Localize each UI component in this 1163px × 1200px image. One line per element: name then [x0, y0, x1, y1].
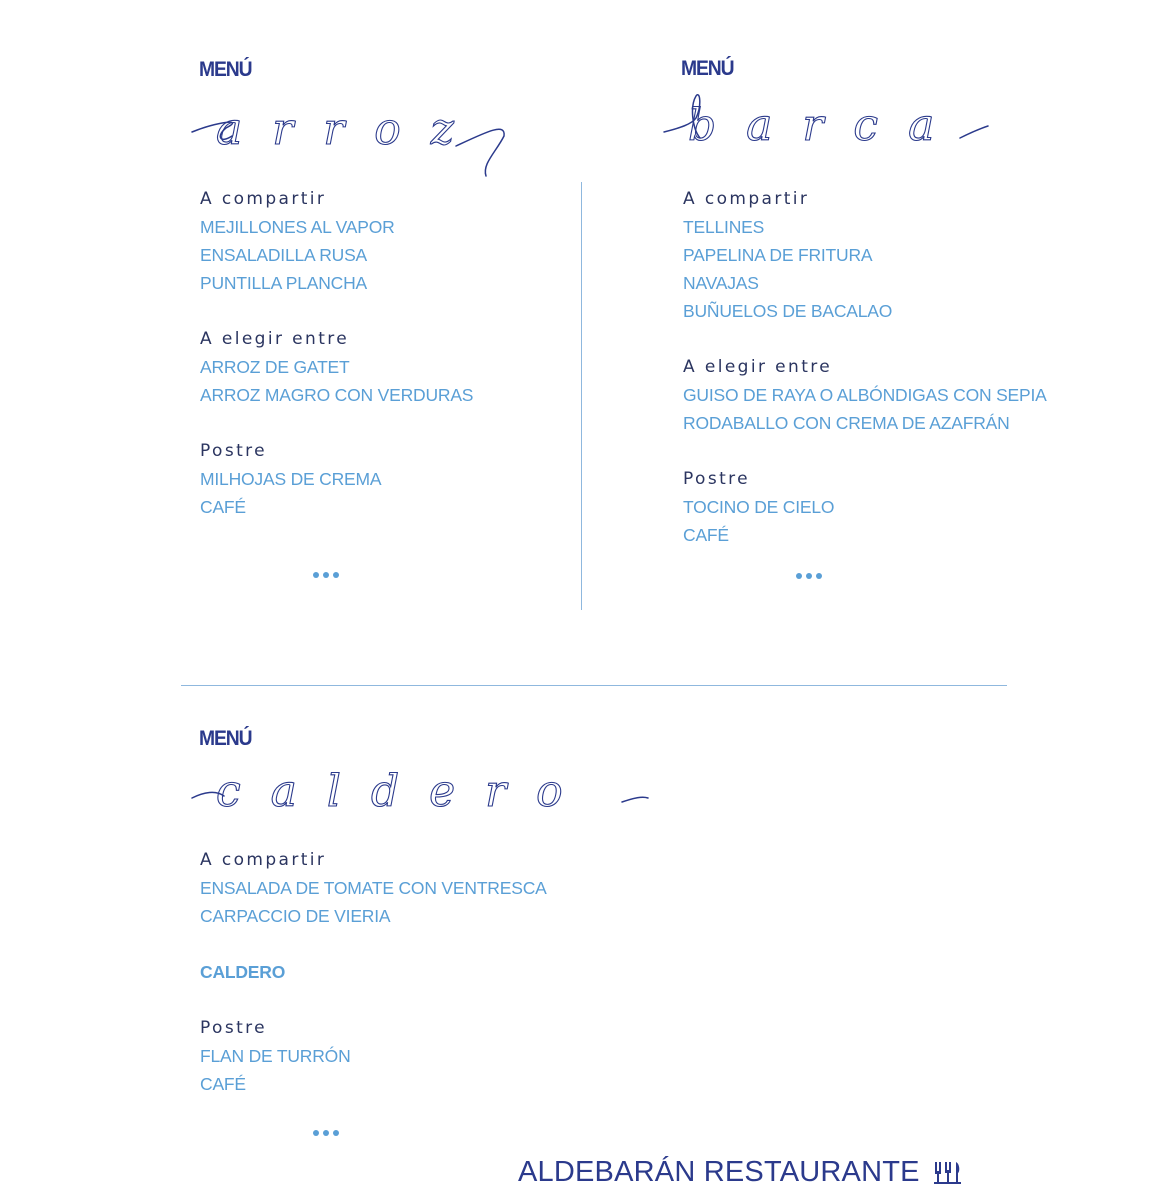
menu-item: CAFÉ	[200, 497, 246, 517]
menu-item: TELLINES	[683, 217, 765, 237]
menu-content	[683, 185, 1047, 549]
menu-item: ARROZ DE GATET	[200, 357, 350, 377]
menu-item: ARROZ MAGRO CON VERDURAS	[200, 385, 474, 405]
ellipsis-icon	[313, 1130, 339, 1136]
menu-item: GUISO DE RAYA O ALBÓNDIGAS CON SEPIA	[683, 385, 1047, 405]
menu-label: MENÚ	[681, 57, 734, 80]
menu-item: PAPELINA DE FRITURA	[683, 245, 873, 265]
horizontal-divider	[181, 685, 1007, 686]
menu-item: TOCINO DE CIELO	[683, 497, 835, 517]
section-title: Postre	[200, 1018, 268, 1038]
ellipsis-icon	[796, 573, 822, 579]
section-title: A elegir entre	[200, 329, 350, 349]
section-title: A compartir	[200, 850, 327, 870]
brand-name: ALDEBARÁN RESTAURANTE	[518, 1156, 920, 1188]
section-title: A compartir	[200, 189, 327, 209]
menu-content	[200, 846, 547, 1098]
cutlery-icon	[934, 1160, 962, 1186]
menu-item: MILHOJAS DE CREMA	[200, 469, 382, 489]
menu-title-text: arroz	[216, 104, 484, 155]
vertical-divider	[581, 182, 582, 610]
menu-item: ENSALADA DE TOMATE CON VENTRESCA	[200, 878, 547, 898]
section-title: Postre	[200, 441, 268, 461]
menu-item-main: CALDERO	[200, 962, 286, 982]
menu-item: PUNTILLA PLANCHA	[200, 273, 367, 293]
section-title: A elegir entre	[683, 357, 833, 377]
menu-item: CAFÉ	[200, 1074, 246, 1094]
menu-title-text: barca	[688, 100, 965, 151]
section-title: Postre	[683, 469, 751, 489]
section-title: A compartir	[683, 189, 810, 209]
menu-title-arroz	[186, 92, 526, 178]
menu-title-text: caldero	[216, 766, 593, 817]
menu-item: MEJILLONES AL VAPOR	[200, 217, 395, 237]
ellipsis-icon	[313, 572, 339, 578]
menu-content	[200, 185, 473, 521]
title-tail	[622, 797, 648, 802]
menu-label: MENÚ	[199, 727, 252, 750]
menu-item: BUÑUELOS DE BACALAO	[683, 301, 893, 321]
brand	[518, 1156, 962, 1189]
menu-title-caldero	[186, 752, 656, 818]
menu-item: NAVAJAS	[683, 273, 759, 293]
menu-item: ENSALADILLA RUSA	[200, 245, 368, 265]
menu-item: RODABALLO CON CREMA DE AZAFRÁN	[683, 413, 1010, 433]
menu-title-barca	[660, 88, 1000, 158]
menu-item: CAFÉ	[683, 525, 729, 545]
menu-item: CARPACCIO DE VIERIA	[200, 906, 391, 926]
menu-item: FLAN DE TURRÓN	[200, 1046, 351, 1066]
menu-label: MENÚ	[199, 58, 252, 81]
